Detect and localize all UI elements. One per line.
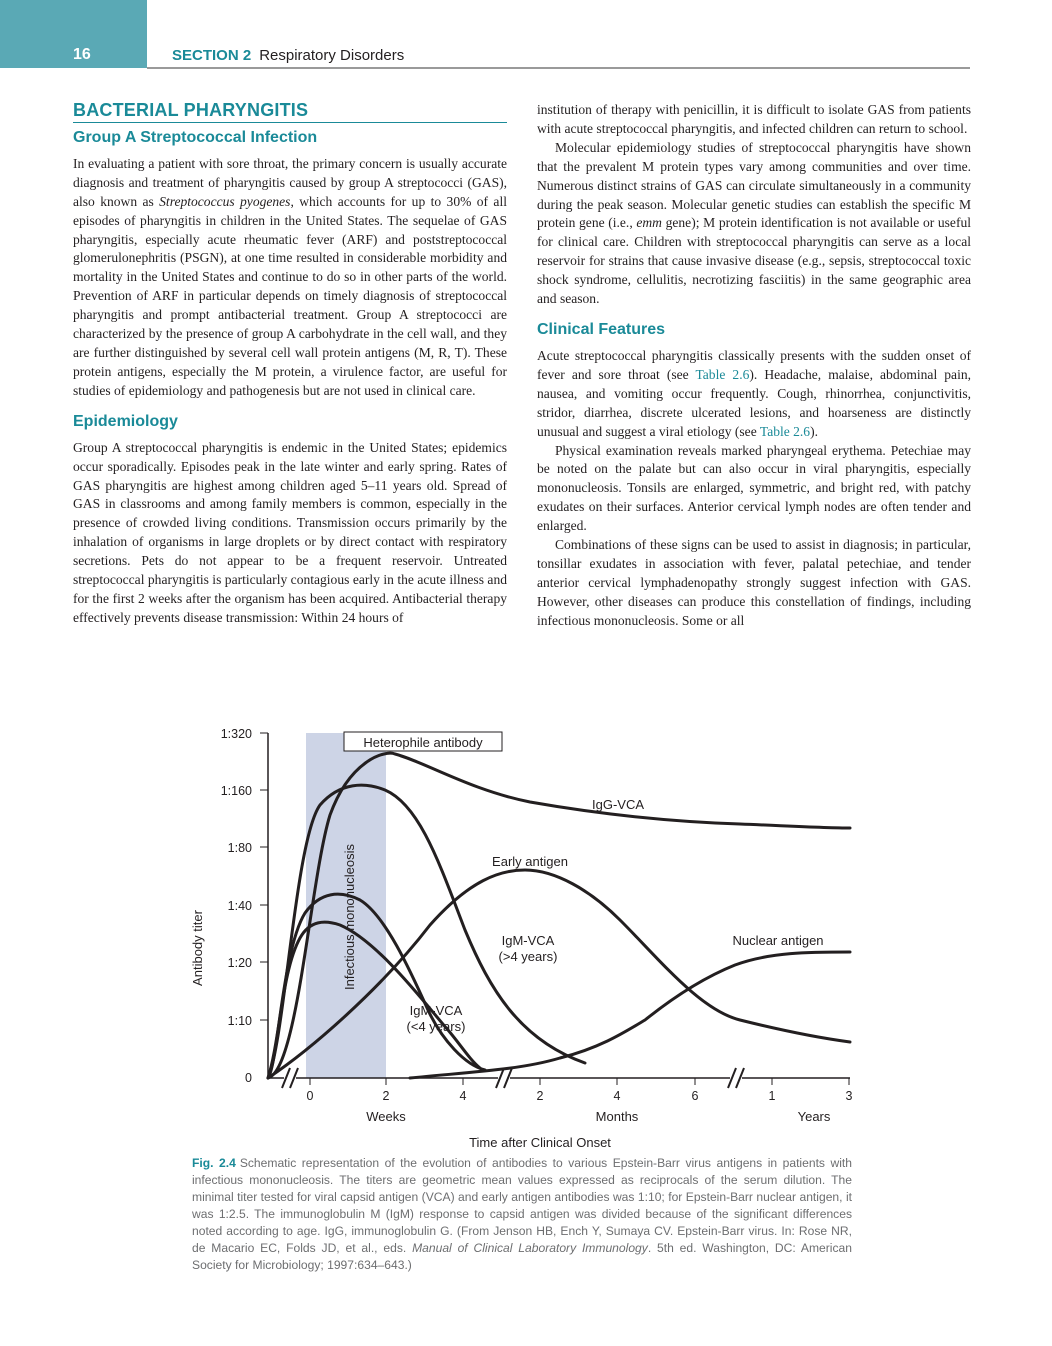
y-tick-label-320: 1:320 (220, 727, 252, 741)
x-tick-label-m4: 4 (613, 1089, 621, 1103)
figure-chart (180, 720, 870, 1160)
y-tick-label-10: 1:10 (227, 1014, 252, 1028)
x-tick-label-y3: 3 (845, 1089, 853, 1103)
heading-group-a: Group A Streptococcal Infection (73, 128, 318, 146)
table-link-1[interactable]: Table 2.6 (695, 366, 750, 382)
paragraph-continuation: institution of therapy with penicillin, it is difficult to isolate GAS from patients with acute streptococcal pharyngitis, and infected children can return to school. (537, 102, 971, 136)
x-tick-label-w0: 0 (306, 1089, 314, 1103)
x-tick-label-w4: 4 (459, 1089, 467, 1103)
x-axis-label: Time after Clinical Onset (469, 1135, 611, 1150)
heading-clinical-features: Clinical Features (537, 320, 666, 338)
header-rule (147, 67, 970, 69)
y-tick-label-40: 1:40 (227, 899, 252, 913)
paragraph-group-a-text: In evaluating a patient with sore throat, the primary concern is usually accurate diagnosis and treatment of pharyngitis caused by group A streptococci (GAS), also known as Streptococcus pyogenes, which accounts for up to 30% of all episodes of pharyngitis in children in the United States. The sequelae of GAS pharyngitis, especially acute rheumatic fever (ARF) and poststreptococcal glomerulonephritis (PSGN), at one time resulted in considerable morbidity and mortality in the United States and continue to do so in other parts of the world. Prevention of ARF in particular depends on timely diagnosis of streptococcal pharyngitis and prompt antibacterial treatment. Group A streptococci are characterized by the presence of group A carbohydrate in the cell wall, and they are further distinguished by several cell wall protein antigens (M, R, T). These protein antigens, especially the M protein, a virulence factor, are useful for studies of epidemiology and pathogenesis but are not used in clinical care. (73, 155, 507, 398)
igm-vca-younger-label-2: (<4 years) (406, 1019, 466, 1034)
paragraph-clinical-text-a: Acute streptococcal pharyngitis classically presents with the sudden onset of fever and sore throat (see (537, 347, 971, 382)
x-ticks (310, 1078, 849, 1085)
igm-vca-younger-label-1: IgM-VCA (409, 1003, 463, 1018)
caption-text-a: Schematic representation of the evolution of antibodies to various Epstein-Barr virus antigens in patients with infectious mononucleosis. The titers are geometric mean values expressed as reciprocals of the serum dilution. The minimal titer tested for viral capsid antigen (VCA) and early antigen antibodies was 1:10; for Epstein-Barr nuclear antigen, it was 1:2.5. The immunoglobulin M (IgM) response to capsid antigen was divided because of the significant differences noted according to age. IgG, immunoglobulin G. (From Jenson HB, Ench Y, Sumaya CV. Epstein-Barr virus. In: Rose NR, de Macario EC, Folds JD, et al., eds. (192, 1156, 852, 1255)
caption-text-b: . 5th ed. Washington, DC: American Society for Microbiology; 1997:634–643.) (192, 1241, 852, 1272)
heading-epidemiology: Epidemiology (73, 412, 178, 430)
series-nuclear-antigen (410, 952, 850, 1078)
caption-book-title: Manual of Clinical Laboratory Immunology (412, 1241, 648, 1255)
chapter-heading: BACTERIAL PHARYNGITIS (73, 101, 507, 123)
x-tick-label-w2: 2 (382, 1089, 390, 1103)
igm-vca-older-label-1: IgM-VCA (501, 933, 555, 948)
nuclear-antigen-label: Nuclear antigen (732, 933, 824, 948)
x-unit-years: Years (797, 1109, 831, 1124)
mono-label: Infectious mononucleosis (342, 844, 357, 990)
paragraph-molecular: Molecular epidemiology studies of streptococcal pharyngitis have shown that the prevalent M protein types vary among communities and over time. Numerous distinct strains of GAS can circulate simultaneously in a community during the peak season. Molecular genetic studies can establish the specific M protein gene (i.e., emm gene); M protein identification is not available or useful for clinical care. Children with streptococcal pharyngitis can serve as a local reservoir for strains that cause invasive disease (e.g., sepsis, streptococcal toxic shock syndrome, cellulitis, necrotizing fasciitis) in the same geographic area and season. (537, 139, 971, 307)
paragraph-group-a (73, 155, 507, 401)
x-unit-months: Months (595, 1109, 639, 1124)
paragraph-epidemiology: Group A streptococcal pharyngitis is endemic in the United States; epidemics occur sporadically. Episodes peak in the late winter and early spring. Rates of GAS pharyngitis are highest among children aged 5–11 years old. Spread of GAS in classrooms and among family members is common, especially in the presence of crowded living conditions. Transmission occurs primarily by the inhalation of organisms in large droplets or by direct contact with respiratory secretions. Pets do not appear to be a frequent reservoir. Untreated streptococcal pharyngitis is particularly contagious early in the acute illness and for the first 2 weeks after the organism has been acquired. Antibacterial therapy effectively prevents disease transmission: Within 24 hours of (73, 439, 507, 625)
section-label: SECTION 2 (172, 47, 252, 64)
y-tick-label-80: 1:80 (227, 841, 252, 855)
figure-number: Fig. 2.4 (192, 1156, 236, 1170)
table-link-2[interactable]: Table 2.6 (759, 423, 811, 439)
paragraph-clinical-text-c: ). (810, 423, 818, 439)
x-tick-label-y1: 1 (768, 1089, 776, 1103)
paragraph-clinical-text-b: ). Headache, malaise, abdominal pain, nausea, and vomiting occur frequently. Cough, rhinorrhea, conjunctivitis, stridor, diarrhea, discrete ulcerated lesions, and hoarseness are distinctly unusual and suggest a viral etiology (see (537, 366, 971, 439)
left-column (73, 101, 507, 628)
y-tick-label-0: 0 (245, 1071, 252, 1085)
y-ticks (260, 733, 268, 1020)
x-tick-label-m6: 6 (691, 1089, 699, 1103)
figure-caption (192, 1155, 852, 1274)
igg-vca-label: IgG-VCA (591, 797, 645, 812)
paragraph-clinical (537, 347, 971, 442)
paragraph-combinations: Combinations of these signs can be used to assist in diagnosis; in particular, tonsillar exudates in association with fever, palatal petechiae, and tender anterior cervical lymphadenopathy strongly suggest infection with GAS. However, other diseases can produce this constellation of findings, including infectious mononucleosis. Some or all (537, 537, 971, 628)
paragraph-physical-exam: Physical examination reveals marked pharyngeal erythema. Petechiae may be noted on the palate but can also occur in viral pharyngitis, especially mononucleosis. Tonsils are enlarged, symmetric, and bright red, with patchy exudates on their surfaces. Anterior cervical lymph nodes are often tender and enlarged. (537, 442, 971, 534)
early-antigen-label: Early antigen (492, 854, 568, 869)
section-title: Respiratory Disorders (259, 47, 405, 64)
y-tick-label-160: 1:160 (220, 784, 252, 798)
x-unit-weeks: Weeks (366, 1109, 406, 1124)
heterophile-label: Heterophile antibody (363, 735, 483, 750)
right-column (537, 101, 971, 631)
page-number: 16 (73, 46, 91, 63)
y-tick-label-20: 1:20 (227, 956, 252, 970)
y-axis-label: Antibody titer (190, 910, 205, 986)
antibody-chart-svg (180, 720, 870, 1160)
igm-vca-older-label-2: (>4 years) (498, 949, 558, 964)
running-header (172, 47, 404, 64)
x-tick-label-m2: 2 (536, 1089, 544, 1103)
